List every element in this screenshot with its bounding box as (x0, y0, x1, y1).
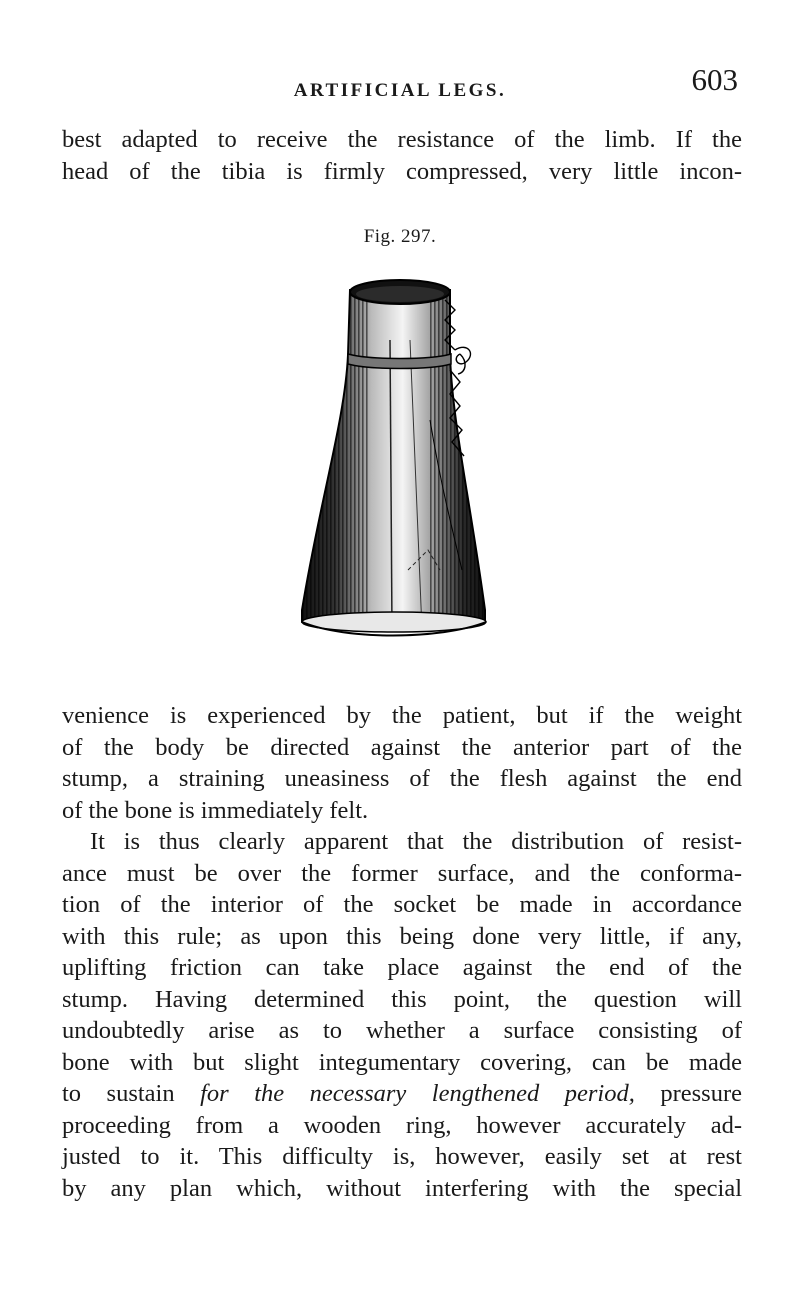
text-line: head of the tibia is firmly compressed, very little incon- (62, 157, 742, 185)
paragraph-bottom (62, 700, 742, 1204)
text-line: bone with but slight integumentary covering, can be made (62, 1048, 742, 1076)
italic-phrase: for the necessary lengthened period, (200, 1080, 635, 1107)
running-title: ARTIFICIAL LEGS. (293, 80, 507, 101)
artificial-leg-socket-illustration (290, 270, 500, 670)
text-run: pressure (634, 1080, 742, 1107)
text-line (62, 1078, 742, 1110)
text-line: stump. Having determined this point, the question will (62, 985, 742, 1013)
paragraph-top (62, 124, 742, 187)
text-line: undoubtedly arise as to whether a surface consisting of (62, 1017, 742, 1044)
text-line: best adapted to receive the resistance of the limb. If the (62, 126, 742, 153)
text-line: It is thus clearly apparent that the distribution of resist- (90, 828, 742, 855)
text-line: justed to it. This difficulty is, however, easily set at rest (62, 1143, 742, 1170)
text-line: of the bone is immediately felt. (62, 796, 369, 824)
text-line: uplifting friction can take place against the end of the (62, 954, 742, 981)
text-line: tion of the interior of the socket be made in accordance (62, 891, 742, 918)
text-line: of the body be directed against the anterior part of the (62, 733, 742, 761)
text-line: proceeding from a wooden ring, however accurately ad- (62, 1111, 742, 1139)
text-line: stump, a straining uneasiness of the flesh against the end (62, 765, 742, 792)
page-number: 603 (691, 62, 738, 97)
socket-engraving (290, 270, 500, 670)
figure-caption: Fig. 297. (363, 226, 437, 247)
text-line: by any plan which, without interfering with the special (62, 1174, 742, 1202)
text-run: to sustain (62, 1080, 201, 1107)
running-head (0, 62, 800, 102)
text-line: ance must be over the former surface, and the conforma- (62, 859, 742, 887)
text-line: venience is experienced by the patient, but if the weight (62, 702, 742, 729)
text-line: with this rule; as upon this being done very little, if any, (62, 922, 742, 950)
